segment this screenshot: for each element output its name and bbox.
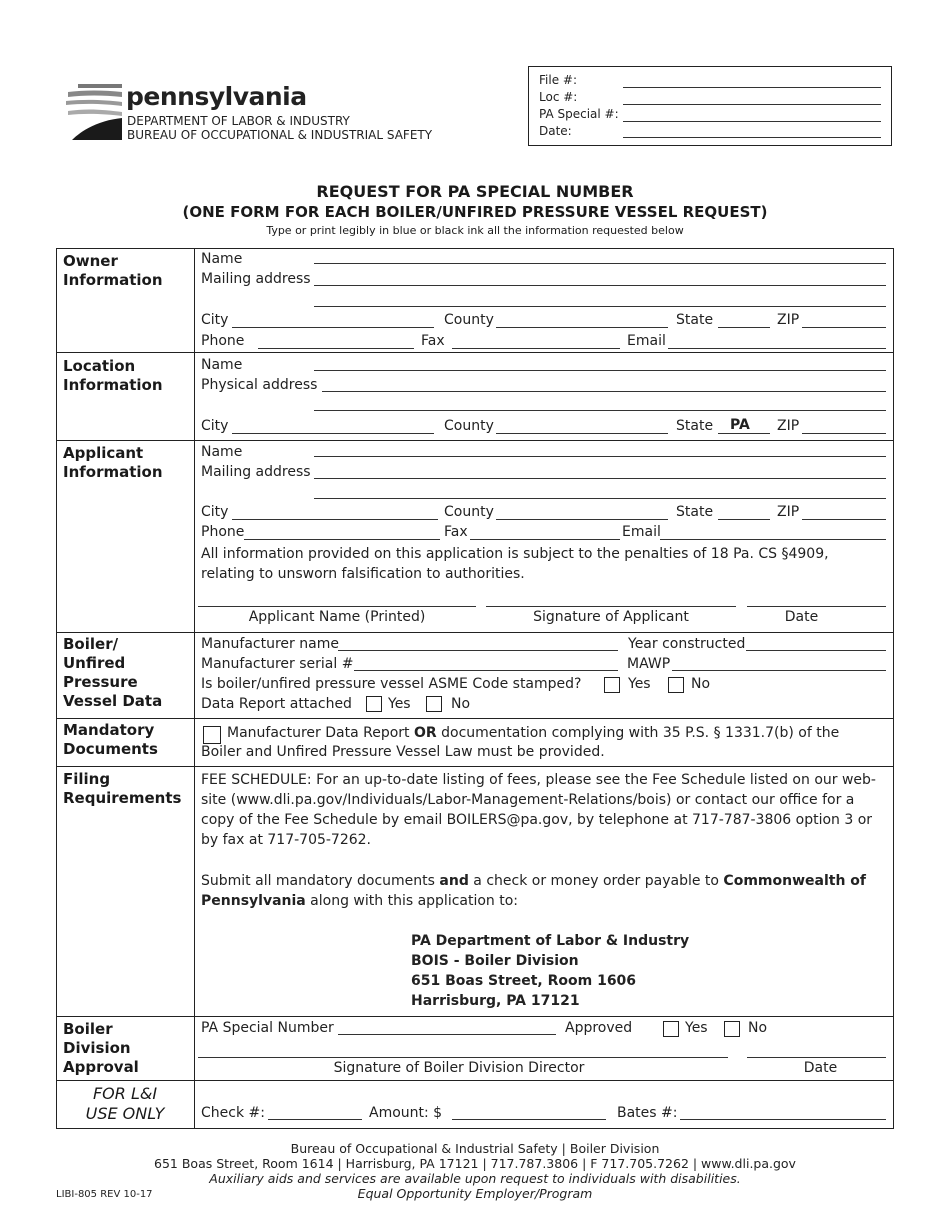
date-field[interactable] [623,137,881,138]
applicant-date-caption: Date [784,609,819,625]
heading-line: Approval [63,1058,139,1076]
manufacturer-serial-label: Manufacturer serial # [201,656,354,672]
applicant-mailing-field-2[interactable] [314,498,886,499]
applicant-date-field[interactable] [747,606,886,607]
approved-no-label: No [748,1020,768,1036]
director-signature-caption: Signature of Boiler Division Director [333,1060,585,1076]
address-line: 651 Boas Street, Room 1606 [411,973,637,989]
footer-equal-opportunity: Equal Opportunity Employer/Program [357,1186,593,1201]
applicant-email-label: Email [622,524,661,540]
heading-line: Mandatory [63,721,155,739]
applicant-mailing-field[interactable] [314,478,886,479]
address-line: Harrisburg, PA 17121 [411,993,580,1009]
filing-section-heading [63,770,181,808]
payee-name: Commonwealth of [723,873,866,889]
mawp-field[interactable] [672,670,886,671]
notice-line: All information provided on this application is subject to the penalties of 18 Pa. CS §4909, [201,546,829,562]
owner-phone-field[interactable] [258,348,414,349]
approved-yes-label: Yes [685,1020,708,1036]
section-divider [56,1016,894,1017]
heading-line: Information [63,271,163,289]
owner-name-label: Name [201,251,243,267]
applicant-fax-label: Fax [444,524,468,540]
owner-email-label: Email [627,333,666,349]
address-line: PA Department of Labor & Industry [411,933,690,949]
fee-line: by fax at 717-705-7262. [201,832,372,848]
applicant-phone-label: Phone [201,524,245,540]
location-state-field [718,433,770,434]
owner-fax-field[interactable] [452,348,620,349]
location-state-value: PA [730,417,750,433]
applicant-city-field[interactable] [232,519,438,520]
approved-yes-checkbox[interactable] [663,1021,679,1037]
bates-number-label: Bates #: [617,1105,678,1121]
section-divider [56,766,894,767]
bureau-line: BUREAU OF OCCUPATIONAL & INDUSTRIAL SAFETY [127,128,433,142]
applicant-printed-name-caption: Applicant Name (Printed) [248,609,426,625]
applicant-city-label: City [201,504,229,520]
heading-line: Filing [63,770,111,788]
loc-number-field[interactable] [623,104,881,105]
applicant-zip-field[interactable] [802,519,886,520]
form-subtitle: (ONE FORM FOR EACH BOILER/UNFIRED PRESSURE VESSEL REQUEST) [182,203,768,221]
mandatory-text-or: OR [413,725,437,741]
mailing-address-block [411,931,689,1011]
owner-state-label: State [676,312,714,328]
form-instructions: Type or print legibly in blue or black ink all the information requested below [266,224,684,237]
mandatory-text-part: Manufacturer Data Report [227,725,414,741]
vessel-section-heading [63,635,162,711]
pa-special-number-label: PA Special Number [201,1020,334,1036]
owner-county-label: County [444,312,494,328]
data-report-no-label: No [451,696,471,712]
heading-line: Unfired [63,654,126,672]
bates-number-field[interactable] [680,1119,886,1120]
owner-email-field[interactable] [668,348,886,349]
data-report-no-checkbox[interactable] [426,696,442,712]
heading-line: Documents [63,740,158,758]
location-section-heading [63,357,163,395]
department-name [127,114,432,142]
submit-text: along with this application to: [305,893,519,909]
heading-line: Applicant [63,444,144,462]
approved-label: Approved [565,1020,633,1036]
location-name-label: Name [201,357,243,373]
heading-line: Vessel Data [63,692,163,710]
submit-instructions [201,871,891,911]
section-divider [56,718,894,719]
location-name-field[interactable] [314,370,886,371]
footer-bureau: Bureau of Occupational & Industrial Safety | Boiler Division [290,1141,660,1156]
applicant-printed-name-field[interactable] [198,606,476,607]
location-city-field[interactable] [232,433,434,434]
location-county-field[interactable] [496,433,668,434]
footer-accessibility: Auxiliary aids and services are available upon request to individuals with disabilities. [209,1171,741,1186]
approval-date-field[interactable] [747,1057,886,1058]
mandatory-text-line2: Boiler and Unfired Pressure Vessel Law must be provided. [201,744,605,760]
heading-line: Boiler [63,1020,113,1038]
owner-city-field[interactable] [232,327,434,328]
applicant-mailing-label: Mailing address [201,464,311,480]
applicant-state-label: State [676,504,714,520]
mandatory-section-heading [63,721,158,759]
applicant-section-heading [63,444,163,482]
data-report-label: Data Report attached [201,696,352,712]
director-signature-field[interactable] [198,1057,728,1058]
form-title: REQUEST FOR PA SPECIAL NUMBER [316,182,634,201]
manufacturer-name-field[interactable] [338,650,618,651]
department-line: DEPARTMENT OF LABOR & INDUSTRY [127,114,350,128]
section-divider [56,440,894,441]
approval-section-heading [63,1020,139,1077]
loc-number-label: Loc #: [539,90,578,104]
date-label: Date: [539,124,572,138]
asme-question: Is boiler/unfired pressure vessel ASME Code stamped? [201,676,582,692]
applicant-state-field[interactable] [718,519,770,520]
owner-mailing-label: Mailing address [201,271,311,287]
location-zip-label: ZIP [777,418,800,434]
heading-line: Location [63,357,136,375]
manufacturer-name-label: Manufacturer name [201,636,339,652]
approved-no-checkbox[interactable] [724,1021,740,1037]
location-city-label: City [201,418,229,434]
location-county-label: County [444,418,494,434]
asme-no-checkbox[interactable] [668,677,684,693]
column-divider [194,248,195,1129]
owner-section-heading [63,252,163,290]
data-report-yes-checkbox[interactable] [366,696,382,712]
form-number: LIBI-805 REV 10-17 [56,1189,153,1200]
data-report-yes-label: Yes [388,696,411,712]
approval-date-caption: Date [803,1060,838,1076]
location-physical-field-2[interactable] [314,410,886,411]
heading-line: USE ONLY [85,1104,165,1123]
applicant-email-field[interactable] [660,539,886,540]
location-zip-field[interactable] [802,433,886,434]
amount-label: Amount: $ [369,1105,443,1121]
section-divider [56,1080,894,1081]
applicant-name-label: Name [201,444,243,460]
penalty-notice [201,544,829,584]
heading-line: FOR L&I [92,1084,158,1103]
submit-and: and [439,873,469,889]
owner-state-field[interactable] [718,327,770,328]
section-divider [56,352,894,353]
owner-mailing-field[interactable] [314,285,886,286]
pa-special-field[interactable] [623,121,881,122]
pa-special-number-field[interactable] [338,1034,556,1035]
owner-zip-label: ZIP [777,312,800,328]
applicant-signature-caption: Signature of Applicant [533,609,689,625]
pa-special-label: PA Special #: [539,107,619,121]
heading-line: Pressure [63,673,138,691]
fee-line: FEE SCHEDULE: For an up-to-date listing of fees, please see the Fee Schedule listed on our web- [201,772,876,788]
manufacturer-serial-field[interactable] [354,670,618,671]
pennsylvania-logo-icon [64,84,124,142]
footer-address: 651 Boas Street, Room 1614 | Harrisburg, PA 17121 | 717.787.3806 | F 717.705.7262 | www.dli.pa.gov [154,1156,796,1171]
file-number-label: File #: [539,73,577,87]
payee-name: Pennsylvania [201,893,306,909]
office-file-box [528,66,892,146]
fee-line: site (www.dli.pa.gov/Individuals/Labor-Management-Relations/bois) or contact our office for a [201,792,855,808]
heading-line: Boiler/ [63,635,119,653]
fee-line: copy of the Fee Schedule by email BOILERS@pa.gov, by telephone at 717-787-3806 option 3 or [201,812,873,828]
owner-mailing-field-2[interactable] [314,306,886,307]
owner-name-field[interactable] [314,263,886,264]
applicant-county-label: County [444,504,494,520]
applicant-fax-field[interactable] [470,539,620,540]
applicant-zip-label: ZIP [777,504,800,520]
mandatory-text [227,723,839,743]
applicant-phone-field[interactable] [244,539,440,540]
heading-line: Information [63,463,163,481]
heading-line: Requirements [63,789,182,807]
asme-yes-label: Yes [628,676,651,692]
notice-line: relating to unsworn falsification to authorities. [201,566,525,582]
applicant-county-field[interactable] [496,519,668,520]
check-number-field[interactable] [268,1119,362,1120]
location-physical-field[interactable] [322,391,886,392]
mandatory-text-part: documentation complying with 35 P.S. § 1331.7(b) of the [436,725,840,741]
owner-phone-label: Phone [201,333,245,349]
location-state-label: State [676,418,714,434]
applicant-name-field[interactable] [314,456,886,457]
amount-field[interactable] [452,1119,606,1120]
submit-text: Submit all mandatory documents [201,873,440,889]
applicant-signature-field[interactable] [486,606,736,607]
heading-line: Division [63,1039,131,1057]
submit-text: a check or money order payable to [468,873,724,889]
asme-no-label: No [691,676,711,692]
owner-county-field[interactable] [496,327,668,328]
file-number-field[interactable] [623,87,881,88]
address-line: BOIS - Boiler Division [411,953,579,969]
year-constructed-label: Year constructed [628,636,746,652]
asme-yes-checkbox[interactable] [604,677,620,693]
check-number-label: Check #: [201,1105,265,1121]
location-physical-label: Physical address [201,377,318,393]
owner-fax-label: Fax [421,333,445,349]
year-constructed-field[interactable] [746,650,886,651]
section-divider [56,632,894,633]
brand-name: pennsylvania [126,82,307,111]
office-use-heading [56,1084,194,1124]
heading-line: Information [63,376,163,394]
owner-city-label: City [201,312,229,328]
heading-line: Owner [63,252,118,270]
fee-schedule-text [201,770,891,850]
mawp-label: MAWP [627,656,671,672]
owner-zip-field[interactable] [802,327,886,328]
